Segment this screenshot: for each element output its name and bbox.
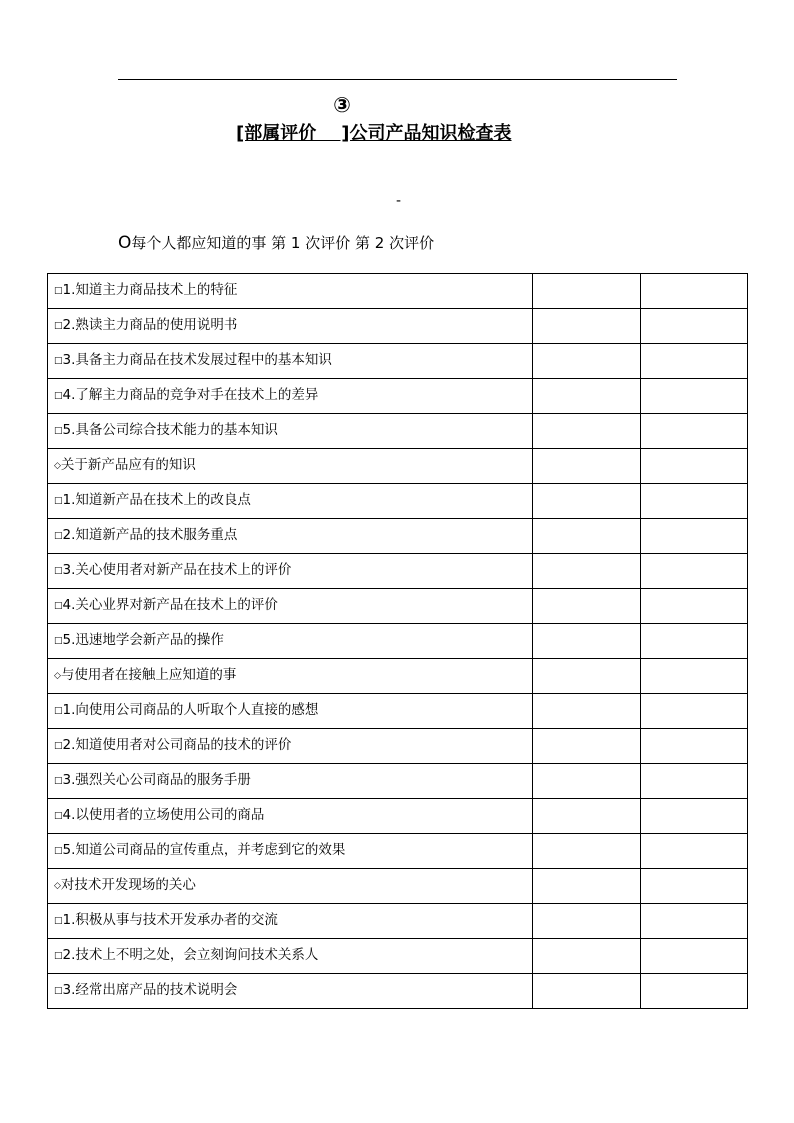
table-row bbox=[48, 694, 748, 729]
table-row bbox=[48, 449, 748, 484]
table-row bbox=[48, 484, 748, 519]
checkbox-bullet-icon: □ bbox=[54, 391, 63, 401]
checklist-item-text: 4.了解主力商品的竞争对手在技术上的差异 bbox=[62, 387, 319, 403]
table-row bbox=[48, 414, 748, 449]
second-evaluation-cell[interactable] bbox=[641, 449, 748, 484]
first-evaluation-cell[interactable] bbox=[533, 589, 641, 624]
table-row bbox=[48, 519, 748, 554]
second-evaluation-cell[interactable] bbox=[641, 309, 748, 344]
section-heading-text: 每个人都应知道的事 第 1 次评价 第 2 次评价 bbox=[131, 234, 435, 252]
checklist-item-text: 2.技术上不明之处，会立刻询问技术关系人 bbox=[62, 947, 319, 963]
diamond-bullet-icon: ◇ bbox=[54, 881, 61, 891]
first-evaluation-cell[interactable] bbox=[533, 309, 641, 344]
checklist-item-text: 2.知道新产品的技术服务重点 bbox=[62, 527, 238, 543]
table-row bbox=[48, 939, 748, 974]
checkbox-bullet-icon: □ bbox=[54, 566, 63, 576]
second-evaluation-cell[interactable] bbox=[641, 274, 748, 309]
first-evaluation-cell[interactable] bbox=[533, 764, 641, 799]
checklist-item-cell bbox=[48, 274, 533, 309]
first-evaluation-cell[interactable] bbox=[533, 379, 641, 414]
second-evaluation-cell[interactable] bbox=[641, 694, 748, 729]
checklist-item-cell bbox=[48, 589, 533, 624]
second-evaluation-cell[interactable] bbox=[641, 414, 748, 449]
checklist-item-text: 4.关心业界对新产品在技术上的评价 bbox=[62, 597, 278, 613]
checklist-item-cell bbox=[48, 904, 533, 939]
first-evaluation-cell[interactable] bbox=[533, 834, 641, 869]
checklist-item-text: 与使用者在接触上应知道的事 bbox=[60, 667, 237, 683]
checklist-item-cell bbox=[48, 624, 533, 659]
checklist-item-cell bbox=[48, 414, 533, 449]
diamond-bullet-icon: ◇ bbox=[54, 671, 61, 681]
first-evaluation-cell[interactable] bbox=[533, 344, 641, 379]
first-evaluation-cell[interactable] bbox=[533, 869, 641, 904]
second-evaluation-cell[interactable] bbox=[641, 799, 748, 834]
checkbox-bullet-icon: □ bbox=[54, 531, 63, 541]
second-evaluation-cell[interactable] bbox=[641, 974, 748, 1009]
second-evaluation-cell[interactable] bbox=[641, 519, 748, 554]
table-row bbox=[48, 554, 748, 589]
checkbox-bullet-icon: □ bbox=[54, 356, 63, 366]
checkbox-bullet-icon: □ bbox=[54, 636, 63, 646]
second-evaluation-cell[interactable] bbox=[641, 379, 748, 414]
checklist-item-cell bbox=[48, 484, 533, 519]
checklist-item-text: 1.知道新产品在技术上的改良点 bbox=[62, 492, 251, 508]
checklist-item-text: 关于新产品应有的知识 bbox=[60, 457, 196, 473]
checklist-item-text: 3.具备主力商品在技术发展过程中的基本知识 bbox=[62, 352, 332, 368]
checkbox-bullet-icon: □ bbox=[54, 776, 63, 786]
table-row bbox=[48, 869, 748, 904]
first-evaluation-cell[interactable] bbox=[533, 729, 641, 764]
checklist-item-cell bbox=[48, 939, 533, 974]
checklist-item-cell bbox=[48, 659, 533, 694]
checklist-item-cell bbox=[48, 834, 533, 869]
checkbox-bullet-icon: □ bbox=[54, 811, 63, 821]
checklist-body bbox=[48, 274, 748, 1009]
first-evaluation-cell[interactable] bbox=[533, 659, 641, 694]
checklist-item-cell bbox=[48, 449, 533, 484]
circle-bullet-icon: O bbox=[118, 233, 132, 253]
checklist-item-cell bbox=[48, 799, 533, 834]
circled-number: ③ bbox=[333, 93, 351, 117]
checklist-item-cell bbox=[48, 694, 533, 729]
table-row bbox=[48, 799, 748, 834]
first-evaluation-cell[interactable] bbox=[533, 449, 641, 484]
top-rule bbox=[118, 79, 677, 80]
checkbox-bullet-icon: □ bbox=[54, 286, 63, 296]
checklist-item-text: 1.知道主力商品技术上的特征 bbox=[62, 282, 238, 298]
table-row bbox=[48, 659, 748, 694]
first-evaluation-cell[interactable] bbox=[533, 904, 641, 939]
checklist-item-cell bbox=[48, 519, 533, 554]
table-row bbox=[48, 974, 748, 1009]
checklist-item-cell bbox=[48, 344, 533, 379]
second-evaluation-cell[interactable] bbox=[641, 554, 748, 589]
table-row bbox=[48, 624, 748, 659]
checklist-item-text: 3.强烈关心公司商品的服务手册 bbox=[62, 772, 251, 788]
dash-mark: - bbox=[396, 193, 402, 209]
table-row bbox=[48, 344, 748, 379]
checklist-item-cell bbox=[48, 379, 533, 414]
checkbox-bullet-icon: □ bbox=[54, 986, 63, 996]
checkbox-bullet-icon: □ bbox=[54, 426, 63, 436]
table-row bbox=[48, 589, 748, 624]
checklist-item-cell bbox=[48, 554, 533, 589]
checkbox-bullet-icon: □ bbox=[54, 741, 63, 751]
second-evaluation-cell[interactable] bbox=[641, 764, 748, 799]
checkbox-bullet-icon: □ bbox=[54, 496, 63, 506]
second-evaluation-cell[interactable] bbox=[641, 659, 748, 694]
first-evaluation-cell[interactable] bbox=[533, 554, 641, 589]
checkbox-bullet-icon: □ bbox=[54, 916, 63, 926]
checklist-item-text: 5.知道公司商品的宣传重点，并考虑到它的效果 bbox=[62, 842, 346, 858]
diamond-bullet-icon: ◇ bbox=[54, 461, 61, 471]
second-evaluation-cell[interactable] bbox=[641, 589, 748, 624]
checklist-table bbox=[47, 273, 748, 1009]
second-evaluation-cell[interactable] bbox=[641, 834, 748, 869]
checklist-item-text: 3.经常出席产品的技术说明会 bbox=[62, 982, 238, 998]
second-evaluation-cell[interactable] bbox=[641, 729, 748, 764]
second-evaluation-cell[interactable] bbox=[641, 624, 748, 659]
table-row bbox=[48, 379, 748, 414]
checklist-item-cell bbox=[48, 309, 533, 344]
checklist-item-text: 3.关心使用者对新产品在技术上的评价 bbox=[62, 562, 292, 578]
checklist-item-text: 2.知道使用者对公司商品的技术的评价 bbox=[62, 737, 292, 753]
table-row bbox=[48, 309, 748, 344]
checklist-item-text: 2.熟读主力商品的使用说明书 bbox=[62, 317, 238, 333]
second-evaluation-cell[interactable] bbox=[641, 344, 748, 379]
first-evaluation-cell[interactable] bbox=[533, 799, 641, 834]
checkbox-bullet-icon: □ bbox=[54, 951, 63, 961]
checklist-item-cell bbox=[48, 729, 533, 764]
checklist-item-text: 1.向使用公司商品的人听取个人直接的感想 bbox=[62, 702, 319, 718]
first-evaluation-cell[interactable] bbox=[533, 274, 641, 309]
second-evaluation-cell[interactable] bbox=[641, 939, 748, 974]
checkbox-bullet-icon: □ bbox=[54, 601, 63, 611]
table-row bbox=[48, 274, 748, 309]
second-evaluation-cell[interactable] bbox=[641, 484, 748, 519]
table-row bbox=[48, 764, 748, 799]
checklist-item-text: 5.迅速地学会新产品的操作 bbox=[62, 632, 224, 648]
first-evaluation-cell[interactable] bbox=[533, 414, 641, 449]
checklist-item-text: 对技术开发现场的关心 bbox=[60, 877, 196, 893]
checklist-item-text: 4.以使用者的立场使用公司的商品 bbox=[62, 807, 265, 823]
checklist-item-text: 1.积极从事与技术开发承办者的交流 bbox=[62, 912, 278, 928]
table-row bbox=[48, 904, 748, 939]
checklist-item-cell bbox=[48, 764, 533, 799]
checkbox-bullet-icon: □ bbox=[54, 321, 63, 331]
first-evaluation-cell[interactable] bbox=[533, 624, 641, 659]
checkbox-bullet-icon: □ bbox=[54, 846, 63, 856]
section-heading bbox=[118, 232, 434, 254]
first-evaluation-cell[interactable] bbox=[533, 974, 641, 1009]
checklist-item-cell bbox=[48, 869, 533, 904]
second-evaluation-cell[interactable] bbox=[641, 869, 748, 904]
first-evaluation-cell[interactable] bbox=[533, 519, 641, 554]
first-evaluation-cell[interactable] bbox=[533, 694, 641, 729]
checklist-item-cell bbox=[48, 974, 533, 1009]
checklist-item-text: 5.具备公司综合技术能力的基本知识 bbox=[62, 422, 278, 438]
first-evaluation-cell[interactable] bbox=[533, 939, 641, 974]
table-row bbox=[48, 729, 748, 764]
second-evaluation-cell[interactable] bbox=[641, 904, 748, 939]
checkbox-bullet-icon: □ bbox=[54, 706, 63, 716]
first-evaluation-cell[interactable] bbox=[533, 484, 641, 519]
table-row bbox=[48, 834, 748, 869]
page-title: [部属评价 ]公司产品知识检查表 bbox=[236, 123, 512, 144]
